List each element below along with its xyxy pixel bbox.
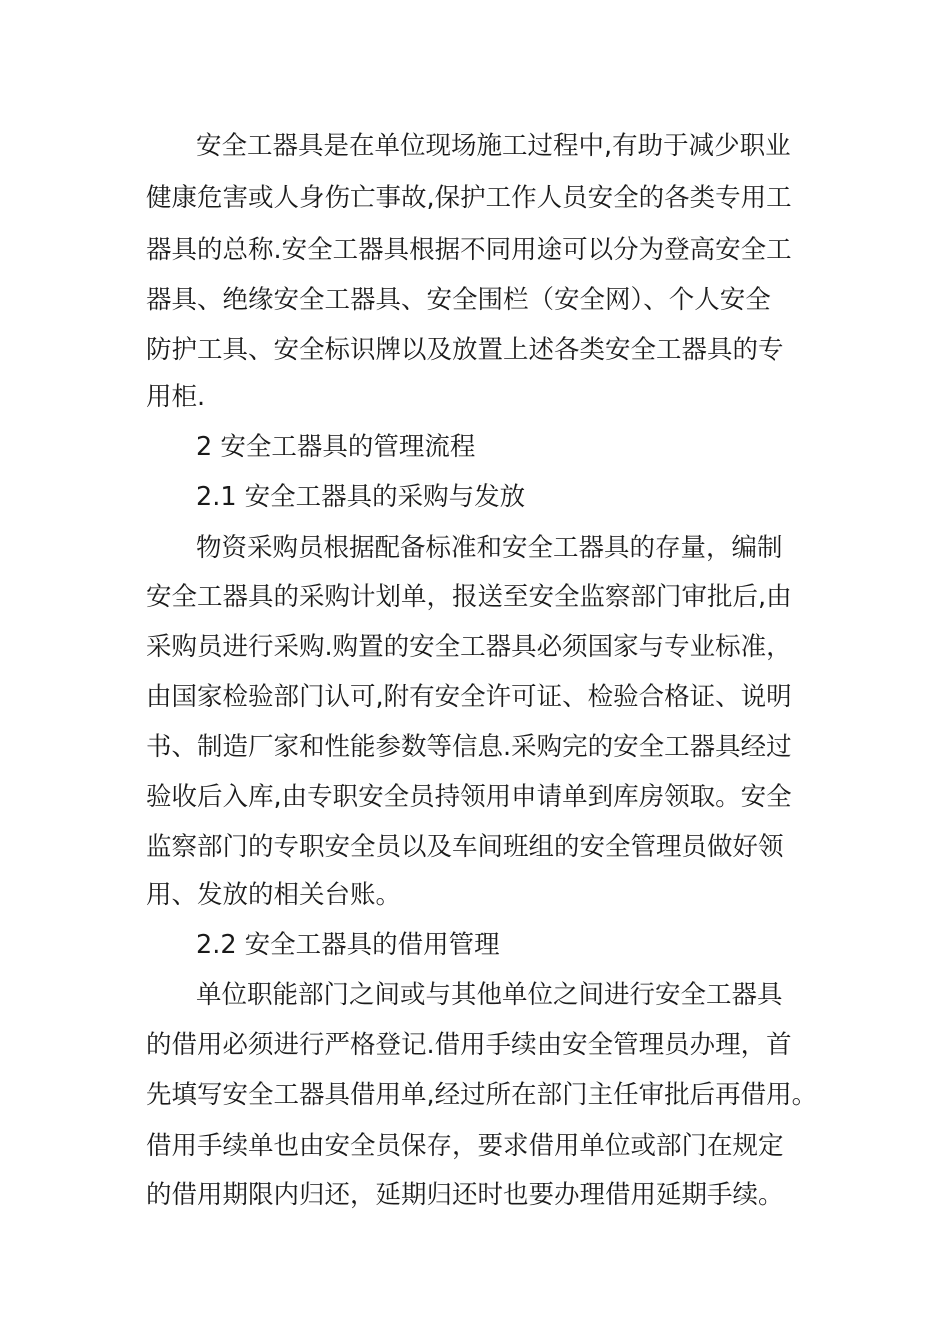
paragraph-2-line-1: 物资采购员根据配备标准和安全工器具的存量，编制 (196, 533, 783, 563)
paragraph-2-line-5: 书、制造厂家和性能参数等信息.采购完的安全工器具经过 (146, 732, 792, 762)
paragraph-1-line-4: 器具、绝缘安全工器具、安全围栏（安全网）、个人安全 (146, 285, 771, 315)
paragraph-2-line-7: 监察部门的专职安全员以及车间班组的安全管理员做好领 (146, 832, 784, 862)
paragraph-2-line-2: 安全工器具的采购计划单，报送至安全监察部门审批后,由 (146, 582, 792, 612)
paragraph-1-line-5: 防护工具、安全标识牌以及放置上述各类安全工器具的专 (146, 335, 784, 365)
paragraph-2-line-3: 采购员进行采购.购置的安全工器具必须国家与专业标准， (146, 632, 792, 662)
paragraph-2-line-4: 由国家检验部门认可,附有安全许可证、检验合格证、说明 (146, 682, 792, 712)
paragraph-1-line-3: 器具的总称.安全工器具根据不同用途可以分为登高安全工 (146, 235, 792, 265)
paragraph-3-line-1: 单位职能部门之间或与其他单位之间进行安全工器具 (196, 980, 783, 1010)
paragraph-2-line-6: 验收后入库,由专职安全员持领用申请单到库房领取。安全 (146, 782, 792, 812)
section-heading-2-2: 2.2 安全工器具的借用管理 (196, 930, 500, 960)
paragraph-3-line-3: 先填写安全工器具借用单,经过所在部门主任审批后再借用。 (146, 1080, 818, 1110)
paragraph-2-line-8: 用、发放的相关台账。 (146, 880, 402, 910)
section-heading-2: 2 安全工器具的管理流程 (196, 432, 476, 462)
paragraph-3-line-4: 借用手续单也由安全员保存，要求借用单位或部门在规定 (146, 1131, 784, 1161)
paragraph-3-line-2: 的借用必须进行严格登记.借用手续由安全管理员办理，首 (146, 1030, 792, 1060)
paragraph-1-line-2: 健康危害或人身伤亡事故,保护工作人员安全的各类专用工 (146, 183, 792, 213)
paragraph-1-line-6: 用柜. (146, 382, 206, 412)
paragraph-3-line-5: 的借用期限内归还，延期归还时也要办理借用延期手续。 (146, 1180, 784, 1210)
section-heading-2-1: 2.1 安全工器具的采购与发放 (196, 482, 526, 512)
paragraph-1-line-1: 安全工器具是在单位现场施工过程中,有助于减少职业 (196, 131, 791, 161)
